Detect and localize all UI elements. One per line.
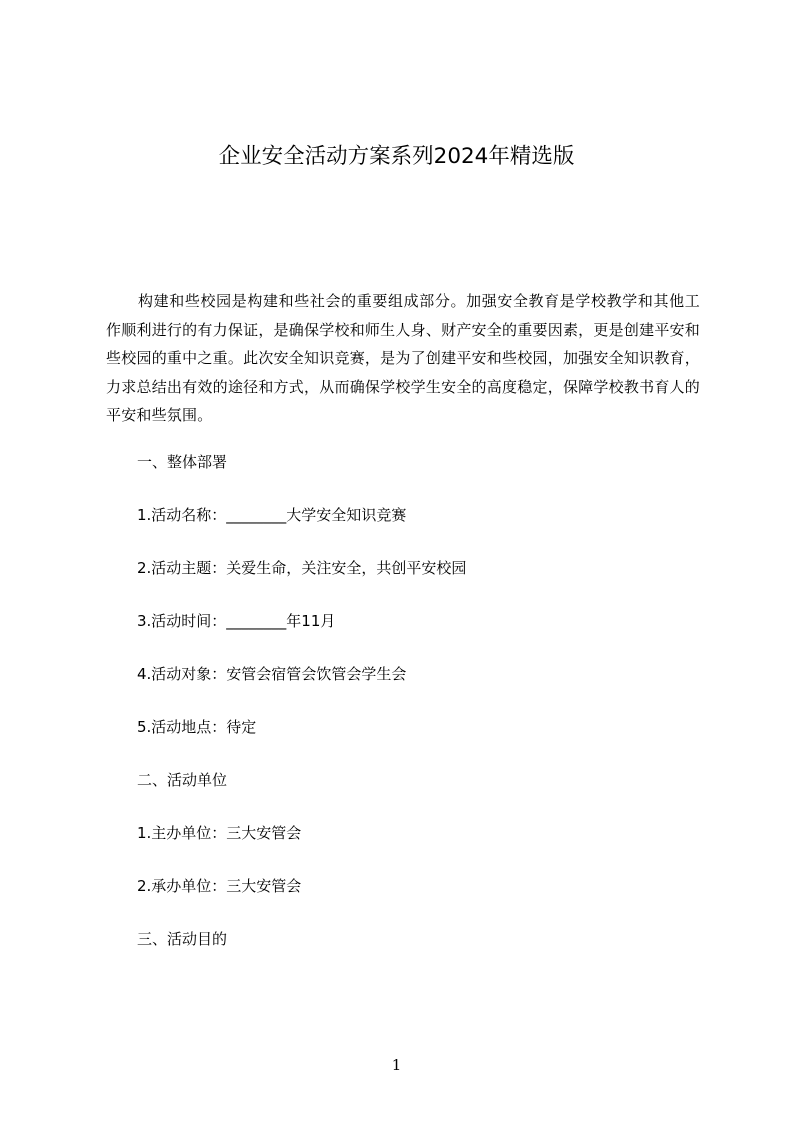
item-activity-location: 5.活动地点：待定	[137, 718, 257, 736]
section-heading-units: 二、活动单位	[137, 771, 228, 789]
item-activity-theme: 2.活动主题：关爱生命，关注安全，共创平安校园	[137, 559, 467, 577]
document-title: 企业安全活动方案系列2024年精选版	[218, 144, 575, 169]
item-organizer-unit: 2.承办单位：三大安管会	[137, 877, 302, 895]
section-heading-purpose: 三、活动目的	[137, 930, 228, 948]
item-activity-name: 1.活动名称：________大学安全知识竞赛	[137, 506, 407, 524]
intro-paragraph: 构建和些校园是构建和些社会的重要组成部分。加强安全教育是学校教学和其他工作顺利进行的有力保证，是确保学校和师生人身、财产安全的重要因素，更是创建平安和些校园的重中之重。此次安全知识竞赛，是为了创建平安和些校园，加强安全知识教育，力求总结出有效的途径和方式，从而确保学校学生安全的高度稳定，保障学校教书育人的平安和些氛围。	[106, 292, 700, 425]
section-heading-deployment: 一、整体部署	[137, 453, 228, 471]
page-number: 1	[391, 1056, 402, 1074]
item-host-unit: 1.主办单位：三大安管会	[137, 824, 302, 842]
item-activity-time: 3.活动时间：________年11月	[137, 612, 336, 630]
item-activity-target: 4.活动对象：安管会宿管会饮管会学生会	[137, 665, 407, 683]
